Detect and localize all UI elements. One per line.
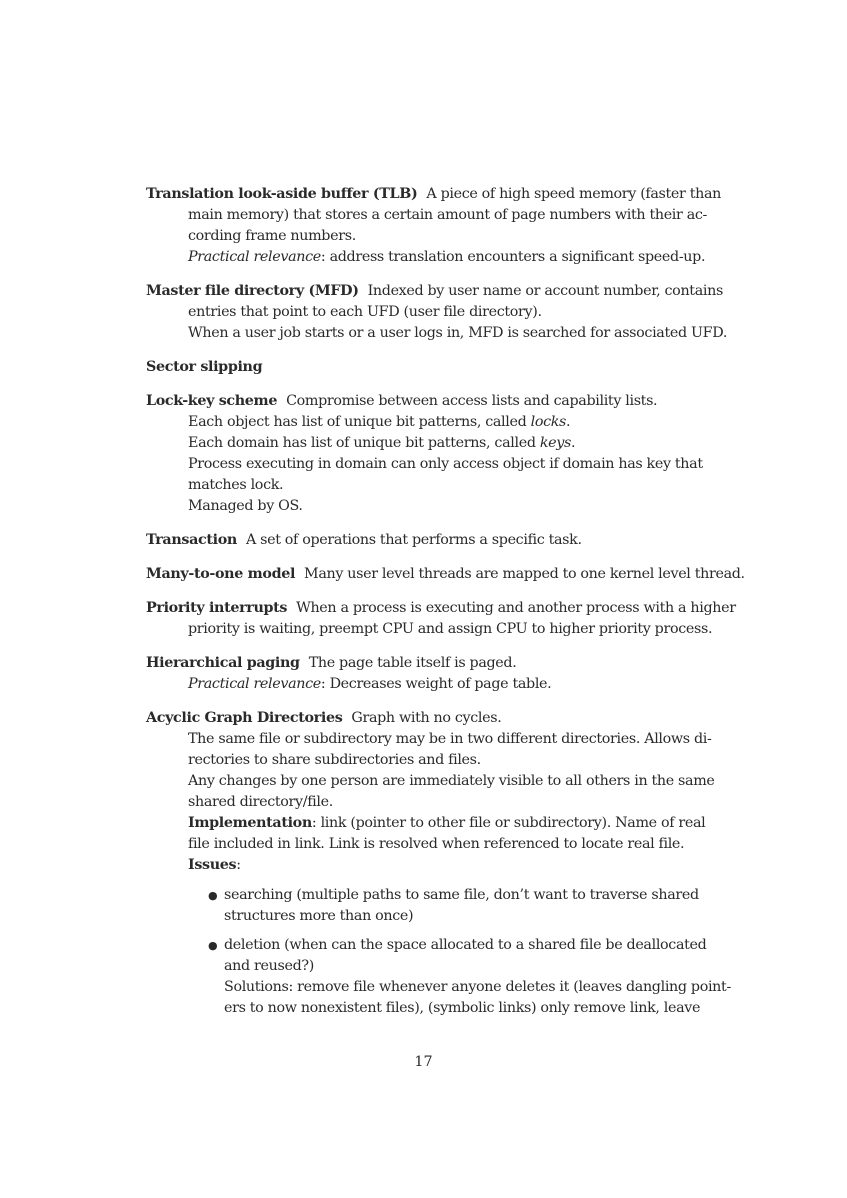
entry-priority-interrupts (146, 598, 736, 640)
term-transaction: Transaction (146, 532, 237, 548)
practical-relevance-label: Practical relevance (188, 676, 321, 692)
definition-text: A set of operations that performs a specific task. (245, 532, 582, 548)
definition-text: A piece of high speed memory (faster than (426, 186, 721, 202)
list-item-text: Solutions: remove file whenever anyone deletes it (leaves dangling point- (224, 979, 731, 995)
term-acyclic-graph-directories: Acyclic Graph Directories (146, 710, 343, 726)
emphasis-keys: keys (539, 435, 571, 451)
glossary-content (146, 184, 745, 1032)
list-item-text: and reused?) (224, 958, 314, 974)
definition-text: Each object has list of unique bit patterns, called (188, 414, 531, 430)
term-sector-slipping: Sector slipping (146, 359, 263, 375)
definition-text: Managed by OS. (188, 498, 303, 514)
implementation-label: Implementation (188, 815, 312, 831)
definition-text: shared directory/file. (188, 794, 333, 810)
definition-text: The page table itself is paged. (308, 655, 517, 671)
list-item (208, 885, 711, 927)
definition-text: Process executing in domain can only access object if domain has key that (188, 456, 703, 472)
issues-label: Issues (188, 857, 237, 873)
bullet-icon: ● (208, 939, 218, 952)
list-item (208, 935, 731, 1019)
term-lock-key-scheme: Lock-key scheme (146, 393, 278, 409)
entry-sector-slipping (146, 357, 711, 378)
entry-transaction (146, 530, 711, 551)
term-mfd: Master file directory (MFD) (146, 283, 359, 299)
definition-text: rectories to share subdirectories and files. (188, 752, 481, 768)
definition-text: When a user job starts or a user logs in, MFD is searched for associated UFD. (188, 325, 728, 341)
practical-relevance-text: : Decreases weight of page table. (320, 676, 552, 692)
term-hierarchical-paging: Hierarchical paging (146, 655, 300, 671)
definition-text: entries that point to each UFD (user file directory). (188, 304, 542, 320)
definition-text: main memory) that stores a certain amount of page numbers with their ac- (188, 207, 708, 223)
definition-text: Each domain has list of unique bit patterns, called (188, 435, 540, 451)
definition-text: Compromise between access lists and capability lists. (286, 393, 658, 409)
bullet-icon: ● (208, 889, 218, 902)
definition-text: cording frame numbers. (188, 228, 356, 244)
term-many-to-one-model: Many-to-one model (146, 566, 296, 582)
list-item-text: structures more than once) (224, 908, 414, 924)
definition-text: Any changes by one person are immediately visible to all others in the same (188, 773, 715, 789)
list-item-text: deletion (when can the space allocated to a shared file be deallocated (224, 937, 707, 953)
list-item-text: ers to now nonexistent files), (symbolic links) only remove link, leave (224, 1000, 701, 1016)
definition-text: The same file or subdirectory may be in two different directories. Allows di- (188, 731, 712, 747)
list-item-text: searching (multiple paths to same file, don’t want to traverse shared (224, 887, 699, 903)
term-tlb: Translation look-aside buffer (TLB) (146, 186, 418, 202)
entry-many-to-one-model (146, 564, 745, 585)
term-priority-interrupts: Priority interrupts (146, 600, 288, 616)
definition-text: file included in link. Link is resolved when referenced to locate real file. (188, 836, 685, 852)
entry-lock-key-scheme: Lock-key scheme Compromise between access lists and capability lists. Each object has list of unique bit patterns, called locks. Each domain has list of unique bit patterns, called keys. Process executing in domain can only access object if domain has key that matches lock. Managed by OS. (146, 391, 711, 517)
definition-text: matches lock. (188, 477, 284, 493)
practical-relevance-text: : address translation encounters a significant speed-up. (320, 249, 706, 265)
definition-text: When a process is executing and another process with a higher (296, 600, 736, 616)
definition-text: priority is waiting, preempt CPU and assign CPU to higher priority process. (188, 621, 713, 637)
entry-tlb (146, 184, 721, 268)
definition-text: Graph with no cycles. (351, 710, 502, 726)
definition-text: Many user level threads are mapped to one kernel level thread. (304, 566, 745, 582)
issues-list (146, 885, 731, 1019)
practical-relevance-label: Practical relevance (188, 249, 321, 265)
emphasis-locks: locks (530, 414, 567, 430)
entry-mfd (146, 281, 728, 344)
entry-hierarchical-paging (146, 653, 711, 695)
entry-acyclic-graph-directories: Acyclic Graph Directories Graph with no cycles. The same file or subdirectory may be in two different directories. Allows di- rectories to share subdirectories and files. Any changes by one person are immediately visible to all others in the same shared directory/file. Implementation: link (pointer to other file or subdirectory). Name of real file included in link. Link is resolved when referenced to locate real file. Issues: ● searching (multiple paths to same file, don’t want to traverse shared structures more than once) ● deletion (when can the space allocated to a shared file be deallocated and reused?) Solutions: remove file whenever anyone deletes it (leaves dangling point- ers to now nonexistent files), (symbolic links) only remove link, leave (146, 708, 711, 1019)
definition-text: Indexed by user name or account number, contains (367, 283, 723, 299)
page-number: 17 (414, 1054, 433, 1070)
definition-text: : link (pointer to other file or subdirectory). Name of real (311, 815, 706, 831)
